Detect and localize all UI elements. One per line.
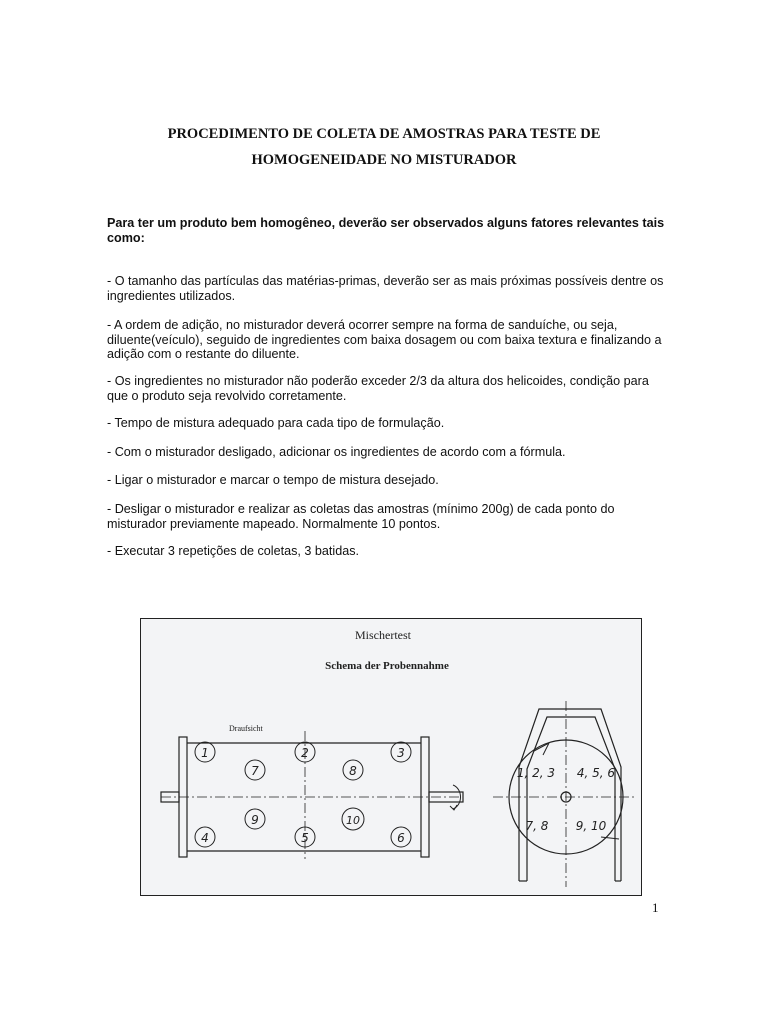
figure-subtitle: Schema der Probennahme (325, 660, 449, 672)
mixer-cross-section (493, 701, 636, 887)
document-title-line-1: PROCEDIMENTO DE COLETA DE AMOSTRAS PARA TESTE DE (167, 126, 601, 142)
top-view-label: Draufsicht (229, 724, 263, 733)
section-label: 7, 8 (525, 819, 549, 833)
sample-point-8 (343, 760, 363, 780)
svg-text:8: 8 (349, 764, 357, 778)
svg-text:3: 3 (397, 746, 405, 760)
svg-text:5: 5 (301, 831, 309, 845)
list-item: - Tempo de mistura adequado para cada tipo de formulação. (107, 416, 445, 430)
svg-text:2: 2 (301, 746, 309, 760)
sample-point-3 (391, 742, 411, 762)
document-title-line-2: HOMOGENEIDADE NO MISTURADOR (251, 152, 517, 168)
section-label: 4, 5, 6 (576, 766, 616, 780)
mixer-sampling-diagram (140, 618, 642, 896)
sample-point-1 (195, 742, 215, 762)
figure-title: Mischertest (355, 628, 411, 642)
list-item: - Ligar o misturador e marcar o tempo de mistura desejado. (107, 473, 439, 487)
section-label: 1, 2, 3 (516, 766, 556, 780)
sample-point-7 (245, 760, 265, 780)
sample-point-9 (245, 809, 265, 829)
section-label: 9, 10 (575, 819, 607, 833)
svg-text:6: 6 (397, 831, 405, 845)
list-item: - A ordem de adição, no misturador deverá ocorrer sempre na forma de sanduíche, ou seja, diluente(veículo), seguido de ingredientes com baixa dosagem ou com baixa textura e finalizando a adição com o restante do diluente. (107, 318, 662, 361)
sample-point-4 (195, 827, 215, 847)
svg-text:7: 7 (251, 764, 259, 778)
sample-points (195, 742, 411, 847)
list-item: - Desligar o misturador e realizar as coletas das amostras (mínimo 200g) de cada ponto do misturador previamente mapeado. Normalmente 10 pontos. (107, 502, 615, 531)
svg-text:9: 9 (251, 813, 259, 827)
intro-paragraph: Para ter um produto bem homogêneo, deverão ser observados alguns fatores relevantes tais como: (107, 216, 665, 245)
svg-text:1: 1 (201, 746, 209, 760)
sample-point-10 (342, 808, 364, 830)
list-item: - Executar 3 repetições de coletas, 3 batidas. (107, 544, 360, 558)
page-number: 1 (652, 900, 659, 915)
list-item: - Com o misturador desligado, adicionar os ingredientes de acordo com a fórmula. (107, 445, 566, 459)
svg-text:4: 4 (201, 831, 209, 845)
list-item: - Os ingredientes no misturador não poderão exceder 2/3 da altura dos helicoides, condição para que o produto seja revolvido corretamente. (107, 374, 649, 403)
svg-text:10: 10 (346, 814, 360, 827)
list-item: - O tamanho das partículas das matérias-primas, deverão ser as mais próximas possíveis dentre os ingredientes utilizados. (107, 274, 664, 303)
sample-point-6 (391, 827, 411, 847)
